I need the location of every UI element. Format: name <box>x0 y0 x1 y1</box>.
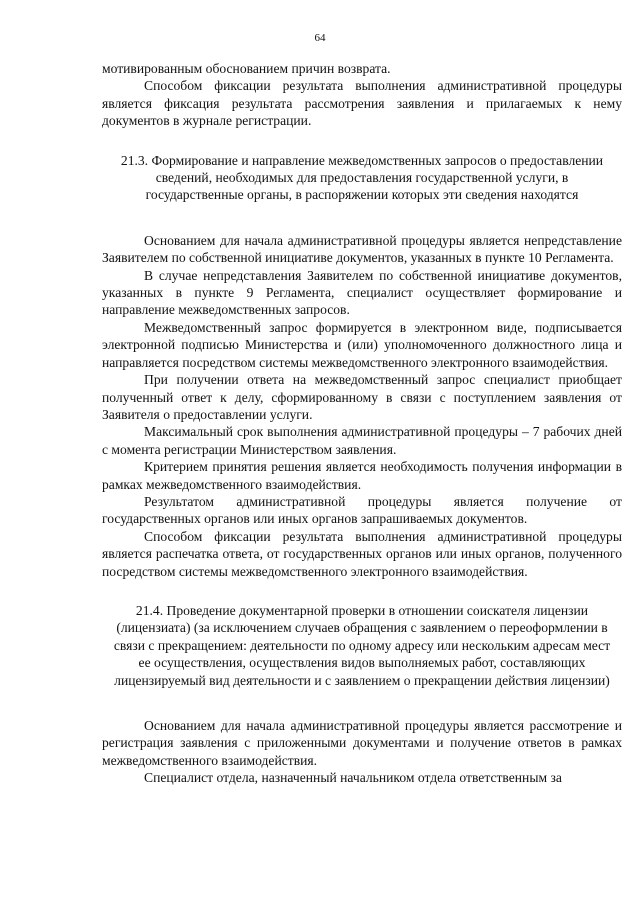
paragraph: Способом фиксации результата выполнения административной процедуры является распечатка ответа, от государственных органов или иных органов, полученного посредством системы межведомственного электронного взаимодействия. <box>102 528 622 579</box>
paragraph: Критерием принятия решения является необходимость получения информации в рамках межведомственного взаимодействия. <box>102 459 622 492</box>
page-number: 64 <box>314 32 326 44</box>
paragraph: В случае непредставления Заявителем по собственной инициативе документов, указанных в пункте 9 Регламента, специалист осуществляет формирование и направление межведомственных запросов. <box>102 267 622 318</box>
paragraph: Результатом административной процедуры является получение от государственных органов или иных органов запрашиваемых документов. <box>102 493 622 527</box>
paragraph: Основанием для начала административной процедуры является непредставление Заявителем по собственной инициативе документов, указанных в пункте 10 Регламента. <box>102 232 622 266</box>
paragraph: При получении ответа на межведомственный запрос специалист приобщает полученный ответ к делу, сформированному в связи с поступлением заявления от Заявителя о предоставлении услуги. <box>102 372 622 422</box>
paragraph: Максимальный срок выполнения административной процедуры – 7 рабочих дней с момента регистрации Министерством заявления. <box>102 424 622 457</box>
section-heading-21-3: 21.3. Формирование и направление межведомственных запросов о предоставлении сведений, необходимых для предоставления государственной услуги, в государственные органы, в распоряжении которых эти сведения находятся <box>120 152 604 203</box>
document-body <box>102 60 622 787</box>
paragraph: Специалист отдела, назначенный начальником отдела ответственным за <box>144 770 562 786</box>
paragraph: мотивированным обоснованием причин возврата. <box>102 61 391 76</box>
paragraph: Межведомственный запрос формируется в электронном виде, подписывается электронной подписью Министерства и (или) уполномоченного должностного лица и направляется посредством системы межведомственного электронного взаимодействия. <box>102 319 622 370</box>
section-heading-21-4: 21.4. Проведение документарной проверки в отношении соискателя лицензии (лицензиата) (за исключением случаев обращения с заявлением о переоформлении в связи с прекращением: деятельности по одному адресу или нескольким адресам мест ее осуществления, осуществления видов выполняемых работ, составляющих лицензируемый вид деятельности и с заявлением о прекращении действия лицензии) <box>113 602 611 688</box>
paragraph: Способом фиксации результата выполнения административной процедуры является фиксация результата рассмотрения заявления и прилагаемых к нему документов в журнале регистрации. <box>102 78 622 129</box>
paragraph: Основанием для начала административной процедуры является рассмотрение и регистрация заявления с приложенными документами и получение ответов в рамках межведомственного взаимодействия. <box>102 718 622 768</box>
